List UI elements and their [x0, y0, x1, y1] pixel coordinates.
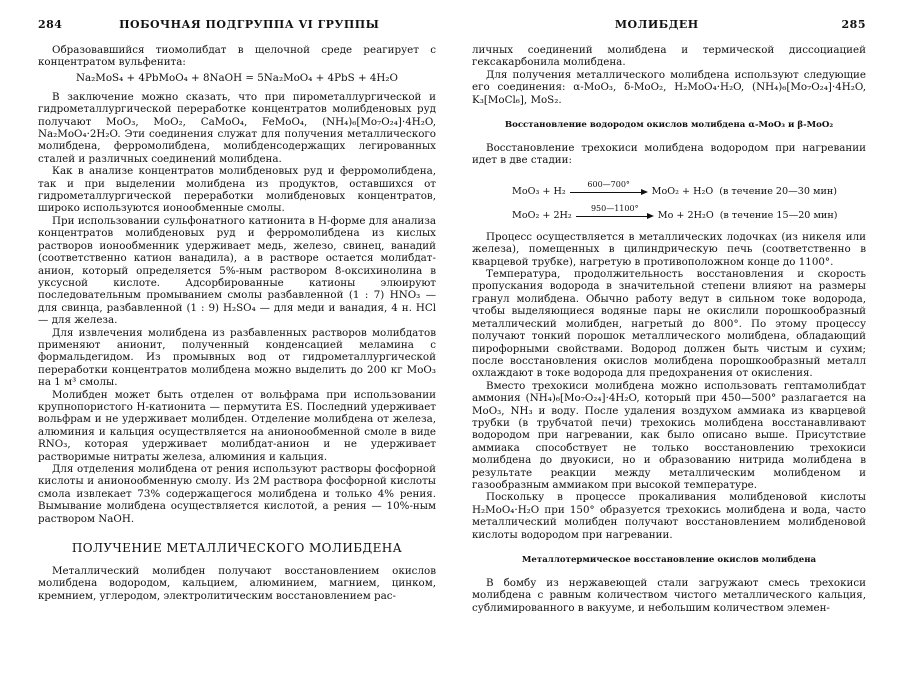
arrow-right-icon: [576, 213, 654, 221]
right-page: [450, 0, 900, 676]
left-paragraph-1: Образовавшийся тиомолибдат в щелочной среде реагирует с концентратом вульфенита:: [38, 44, 436, 69]
reaction-1-condition: 600—700°: [587, 179, 630, 189]
reaction-2-note: (в течение 15—20 мин): [719, 209, 838, 221]
left-paragraph-8: Металлический молибден получают восстановлением окислов молибдена водородом, кальцием, алюминием, магнием, цинком, кремнием, углеродом, электролитическим восстановлением рас-: [38, 565, 436, 602]
right-paragraph-7: Поскольку в процессе прокаливания молибденовой кислоты H₂MoO₄·H₂O при 150° образуется трехокись молибдена и вода, часто металлический молибден получают восстановлением молибденовой кислоты водородом при нагревании.: [472, 491, 866, 541]
left-running-title: ПОБОЧНАЯ ПОДГРУППА VI ГРУППЫ: [119, 18, 380, 31]
reaction-scheme: [472, 173, 866, 221]
reaction-1-note: (в течение 20—30 мин): [719, 185, 837, 197]
left-paragraph-7: Для отделения молибдена от рения используют растворы фосфорной кислоты и анионообменную смолу. Из 2M раствора фосфорной кислоты смола извлекает 73% содержащегося молибдена и только 4% рения. Вымывание молибдена осуществляется кислотой, а рения — 10%-ным раствором NaOH.: [38, 463, 436, 525]
right-paragraph-4: Процесс осуществляется в металлических лодочках (из никеля или железа), помещенных в цилиндрическую печь (соответственно в кварцевой трубке), нагретую в противоположном конце до 1100°.: [472, 230, 866, 268]
right-paragraph-5: Температура, продолжительность восстановления и скорость пропускания водорода в значительной степени влияют на размеры гранул молибдена. Обычно работу ведут в сильном токе водорода, чтобы выделяющиеся водяные пары не окислили порошкообразный металлический молибден, нагретый до 800°. По этому процессу получают тонкий порошок металлического молибдена, обладающий пирофорными свойствами. Водород должен быть чистым и сухим; после восстановления окислов молибдена порошкообразный металл охлаждают в токе водорода для предохранения от окисления.: [472, 268, 866, 380]
reaction-2-products: Mo + 2H₂O: [657, 209, 714, 221]
reaction-2: [472, 197, 866, 221]
right-paragraph-6: Вместо трехокиси молибдена можно использовать гептамолибдат аммония (NH₄)₆[Mo₇O₂₄]·4H₂O, который при 450—500° разлагается на MoO₃, NH₃ и воду. После удаления воздухом аммиака из кварцевой трубки (в трубчатой печи) трехокись молибдена восстанавливают водородом при нагревании, как было описано выше. Присутствие аммиака способствует не только восстановлению трехокиси молибдена до двуокиси, но и образованию нитрида молибдена в результате реакции между металлическим молибденом и газообразным аммиаком при высокой температуре.: [472, 379, 866, 491]
right-paragraph-1: личных соединений молибдена и термической диссоциацией гексакарбонила молибдена.: [472, 44, 866, 69]
subsection-heading-metallothermic: Металлотермическое восстановление окислов молибдена: [521, 555, 817, 565]
left-page-number: 284: [38, 18, 63, 31]
reaction-1-products: MoO₂ + H₂O: [651, 185, 714, 197]
left-paragraph-3: Как в анализе концентратов молибденовых руд и ферромолибдена, так и при выделении молибдена из продуктов, оставшихся от гидрометаллургической переработки молибденовых концентратов, широко используются ионообменные смолы.: [38, 165, 436, 215]
right-running-title: МОЛИБДЕН: [614, 18, 699, 31]
left-page-header: [38, 18, 436, 32]
reaction-1: [472, 173, 866, 197]
arrow-right-icon: [570, 189, 648, 197]
left-paragraph-6: Молибден может быть отделен от вольфрама при использовании крупнопористого Н-катионита — пермутита ES. Последний удерживает вольфрам и не удерживает молибден. Отделение молибдена от железа, алюминия и кальция осуществляется на анионообменной смоле в виде RNO₃, которая удерживает молибдат-анион и не удерживает растворимые нитраты железа, алюминия и кальция.: [38, 388, 436, 463]
reaction-1-arrow: [570, 180, 648, 197]
reaction-2-arrow: [576, 204, 654, 221]
reaction-1-reactants: MoO₃ + H₂: [512, 185, 566, 197]
section-heading: ПОЛУЧЕНИЕ МЕТАЛЛИЧЕСКОГО МОЛИБДЕНА: [71, 541, 403, 556]
right-page-number: 285: [841, 18, 866, 31]
left-equation-1: Na₂MoS₄ + 4PbMoO₄ + 8NaOH = 5Na₂MoO₄ + 4PbS + 4H₂O: [76, 71, 398, 84]
reaction-2-reactants: MoO₂ + 2H₂: [512, 209, 572, 221]
left-paragraph-4: При использовании сульфонатного катионита в Н-форме для анализа концентратов молибденовых руд и ферромолибдена из кислых растворов ионообменник удерживает медь, железо, свинец, ванадий (соответственно катион ванадила), а в растворе остается молибдат-анион, который определяется 5%-ным раствором 8-оксихинолина в уксусной кислоте. Адсорбированные катионы элюируют последовательным промыванием смолы разбавленной (1 : 7) HNO₃ — для свинца, разбавленной (1 : 9) H₂SO₄ — для меди и ванадия, 4 н. HCl — для железа.: [38, 214, 436, 327]
left-paragraph-5: Для извлечения молибдена из разбавленных растворов молибдатов применяют анионит, полученный конденсацией меламина с формальдегидом. Из промывных вод от гидрометаллургической переработки концентратов молибдена можно выделить до 200 кг MoO₃ на 1 м³ смолы.: [38, 326, 436, 389]
right-paragraph-2: Для получения металлического молибдена используют следующие его соединения: α-MoO₃, δ-MoO₂, H₂MoO₄·H₂O, (NH₄)₆[Mo₇O₂₄]·4H₂O, K₃[MoCl₆], MoS₂.: [472, 68, 866, 106]
reaction-2-condition: 950—1100°: [590, 203, 639, 213]
left-paragraph-2: В заключение можно сказать, что при пирометаллургической и гидрометаллургической переработке концентратов молибденовых руд получают MoO₃, MoO₂, CaMoO₄, FeMoO₄, (NH₄)₆[Mo₇O₂₄]·4H₂O, Na₂MoO₄·2H₂O. Эти соединения служат для получения металлического молибдена, ферромолибдена, молибденсодержащих легированных сталей и различных соединений молибдена.: [38, 90, 436, 165]
right-paragraph-8: В бомбу из нержавеющей стали загружают смесь трехокиси молибдена с равным количеством чистого металлического кальция, сублимированного в вакууме, и небольшим количеством элемен-: [472, 577, 866, 614]
right-paragraph-3: Восстановление трехокиси молибдена водородом при нагревании идет в две стадии:: [472, 142, 866, 167]
right-page-header: [472, 18, 866, 32]
subsection-heading-hydrogen: Восстановление водородом окислов молибдена α-MoO₃ и β-MoO₂: [504, 120, 834, 131]
